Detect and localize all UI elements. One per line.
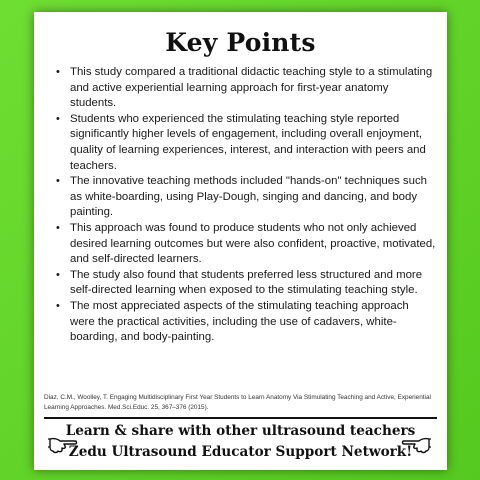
point-text: The study also found that students preferred less structured and more self-directed learning when exposed to the stimulating teaching style.	[70, 268, 423, 297]
point-text: Students who experienced the stimulating teaching style reported significantly higher levels of engagement, including overall enjoyment, quality of learning experiences, interest, and interaction with peers and teachers.	[70, 112, 426, 172]
citation: Diaz, C.M., Woolley, T. Engaging Multidisciplinary First Year Students to Learn Anatomy Via Stimulating Teaching and Active, Experiential Learning Approaches. Med.Sci.Educ. 25, 367–376 (2015).	[44, 394, 431, 411]
pointing-hand-right-icon	[48, 433, 78, 455]
footer-divider	[44, 417, 437, 419]
bullet-icon: •	[56, 66, 60, 78]
point-text: This approach was found to produce students who not only achieved desired learning outcomes but were also confident, proactive, motivated, and self-directed learners.	[70, 221, 436, 266]
key-points-list	[52, 65, 436, 346]
point-text: The most appreciated aspects of the stimulating teaching approach were the practical activities, including the use of cadavers, white-boarding, and body-painting.	[70, 299, 409, 344]
bullet-icon: •	[56, 175, 60, 188]
key-points-card	[34, 12, 447, 470]
footer-line-2: Zedu Ultrasound Educator Support Network!	[68, 444, 413, 460]
bullet-icon: •	[56, 268, 60, 281]
list-item	[52, 65, 436, 112]
point-text: This study compared a traditional didactic teaching style to a stimulating and active experiential learning approach for first-year anatomy students.	[70, 66, 433, 110]
bullet-icon: •	[56, 112, 60, 125]
list-item	[52, 299, 436, 346]
page-title: Key Points	[165, 28, 316, 57]
list-item	[52, 112, 436, 174]
bullet-icon: •	[56, 221, 60, 234]
bullet-icon: •	[56, 299, 60, 312]
point-text: The innovative teaching methods included "hands-on" techniques such as white-boarding, using Play-Dough, singing and dancing, and body painting.	[70, 175, 427, 219]
list-item	[52, 174, 436, 221]
list-item	[52, 268, 436, 299]
pointing-hand-left-icon	[401, 433, 431, 455]
footer-line-1: Learn & share with other ultrasound teachers	[65, 423, 416, 439]
list-item	[52, 221, 436, 268]
